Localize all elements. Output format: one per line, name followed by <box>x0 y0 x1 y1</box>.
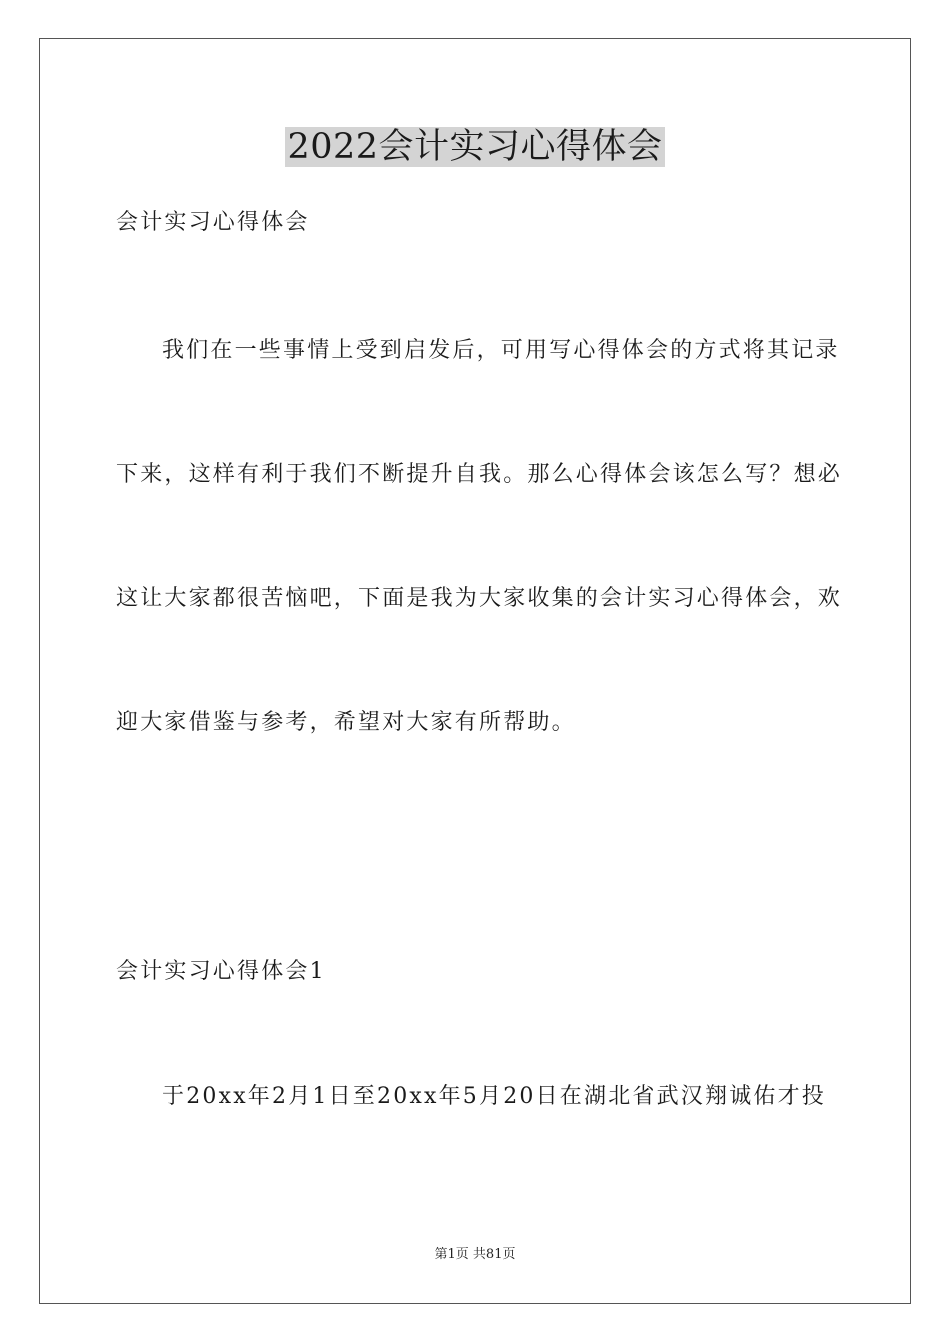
intro-line: 这让大家都很苦恼吧，下面是我为大家收集的会计实习心得体会，欢 <box>116 586 843 611</box>
document-subtitle: 会计实习心得体会 <box>116 210 310 235</box>
document-title <box>0 124 950 170</box>
document-title-text: 2022会计实习心得体会 <box>287 127 663 167</box>
section-heading: 会计实习心得体会1 <box>116 959 326 984</box>
page-footer: 第1页 共81页 <box>434 1247 516 1262</box>
intro-line: 迎大家借鉴与参考，希望对大家有所帮助。 <box>116 710 576 735</box>
section-line: 于20xx年2月1日至20xx年5月20日在湖北省武汉翔诚佑才投 <box>162 1084 827 1109</box>
intro-line: 我们在一些事情上受到启发后，可用写心得体会的方式将其记录 <box>162 338 840 363</box>
intro-line: 下来，这样有利于我们不断提升自我。那么心得体会该怎么写？想必 <box>116 462 843 487</box>
